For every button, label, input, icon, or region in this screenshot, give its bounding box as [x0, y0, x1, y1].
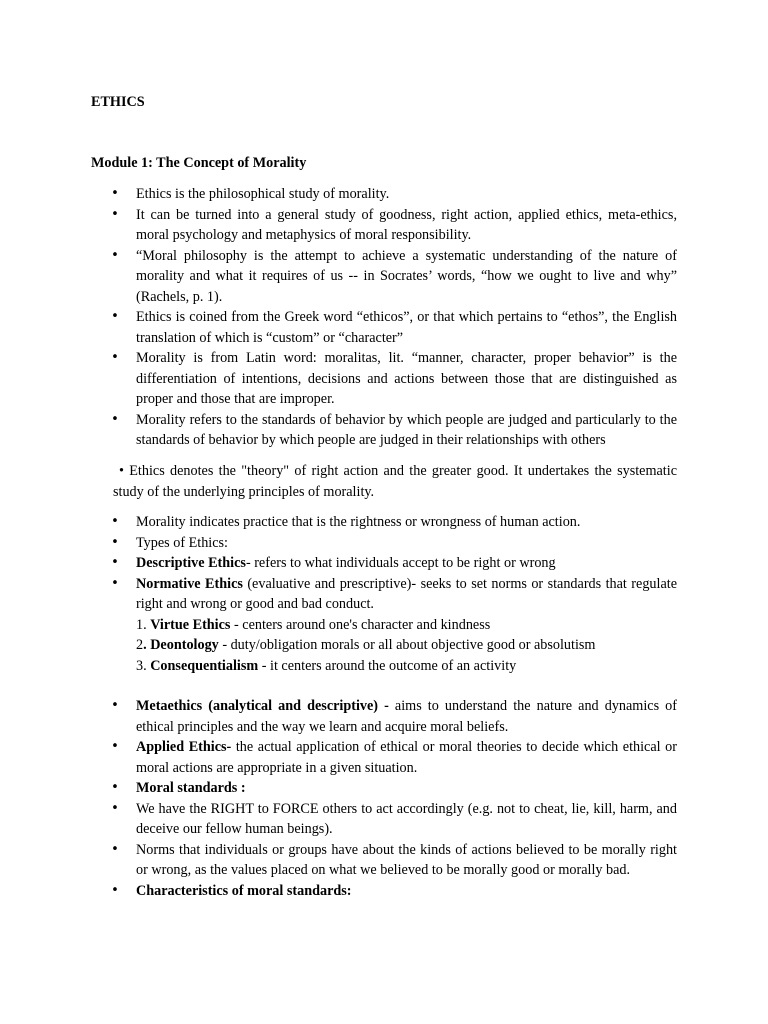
list-item: • “Moral philosophy is the attempt to achieve a systematic understanding of the nature of morality and what it requires of us -- in Socrates’ words, “how we ought to live and why” (Rachels, p. 1).	[0, 246, 677, 308]
list-item: • Types of Ethics:	[0, 533, 677, 554]
sub-item-consequentialism: 3. Consequentialism - it centers around the outcome of an activity	[136, 657, 517, 674]
list-item: • Ethics is the philosophical study of morality.	[0, 184, 677, 205]
bullet-icon: •	[111, 350, 119, 365]
bullet-icon: •	[111, 514, 119, 529]
bullet-icon: •	[111, 698, 119, 713]
module-title: Module 1: The Concept of Morality	[91, 155, 307, 171]
bullet-icon: •	[111, 882, 119, 898]
list-item-descriptive-ethics: • Descriptive Ethics- refers to what individuals accept to be right or wrong	[0, 553, 677, 574]
bullet-icon: •	[111, 247, 119, 263]
list-item: • We have the RIGHT to FORCE others to act accordingly (e.g. not to cheat, lie, kill, harm, and deceive our fellow human beings).	[0, 799, 677, 840]
bullet-icon: •	[111, 780, 119, 795]
list-item: • Norms that individuals or groups have about the kinds of actions believed to be morally right or wrong, as the values placed on what we believed to be morally good or morally bad.	[0, 840, 677, 881]
branches-bullet-list	[0, 696, 768, 901]
list-item-normative-ethics: • Normative Ethics (evaluative and prescriptive)- seeks to set norms or standards that regulate right and wrong or good and bad conduct. 1. Virtue Ethics - centers around one's character and kindness 2. Deontology - duty/obligation morals or all about objective good or absolutism 3. Consequentialism - it centers around the outcome of an activity	[0, 574, 677, 677]
list-item: • Morality indicates practice that is the rightness or wrongness of human action.	[0, 512, 677, 533]
list-item-metaethics: • Metaethics (analytical and descriptive) - aims to understand the nature and dynamics of ethical principles and the way we learn and acquire moral beliefs.	[0, 696, 677, 737]
bullet-icon: •	[111, 739, 119, 754]
list-item-characteristics: • Characteristics of moral standards:	[0, 881, 677, 902]
ethics-paragraph: • Ethics denotes the "theory" of right action and the greater good. It undertakes the systematic study of the underlying principles of morality.	[113, 463, 677, 500]
document-title: ETHICS	[91, 94, 145, 110]
list-item: • Morality is from Latin word: moralitas, lit. “manner, character, proper behavior” is the differentiation of intentions, decisions and actions between those that are distinguished as proper and those that are improper.	[0, 348, 677, 410]
sub-item-virtue-ethics: 1. Virtue Ethics - centers around one's character and kindness	[136, 616, 491, 633]
bullet-icon: •	[111, 309, 119, 324]
sub-item-deontology: 2. Deontology - duty/obligation morals or all about objective good or absolutism	[136, 637, 596, 653]
types-bullet-list	[0, 512, 768, 676]
list-item: • Ethics is coined from the Greek word “ethicos”, or that which pertains to “ethos”, the English translation of which is “custom” or “character”	[0, 307, 677, 348]
list-item: • Morality refers to the standards of behavior by which people are judged and particularly to the standards of behavior by which people are judged in their relationships with others	[0, 410, 677, 451]
list-item-moral-standards: • Moral standards :	[0, 778, 677, 799]
bullet-icon: •	[111, 411, 119, 427]
bullet-icon: •	[111, 800, 119, 816]
list-item-applied-ethics: • Applied Ethics- the actual application of ethical or moral theories to decide which ethical or moral actions are appropriate in a given situation.	[0, 737, 677, 778]
concept-bullet-list	[0, 184, 768, 451]
bullet-icon: •	[111, 555, 119, 570]
list-item: • It can be turned into a general study of goodness, right action, applied ethics, meta-ethics, moral psychology and metaphysics of moral responsibility.	[0, 205, 677, 246]
bullet-icon: •	[111, 841, 119, 857]
bullet-icon: •	[111, 206, 119, 222]
bullet-icon: •	[111, 186, 119, 201]
bullet-icon: •	[111, 575, 119, 591]
bullet-icon: •	[111, 534, 119, 550]
